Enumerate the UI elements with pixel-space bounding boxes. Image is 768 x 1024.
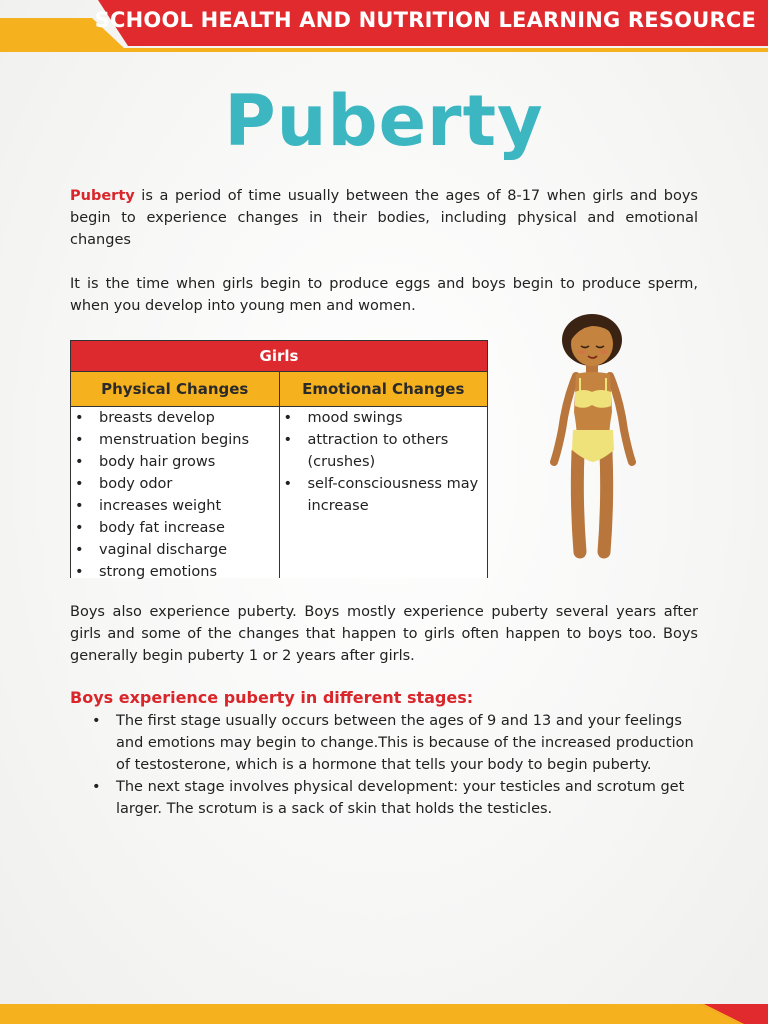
physical-changes-header: Physical Changes	[101, 380, 249, 398]
boys-paragraph: Boys also experience puberty. Boys mostly experience puberty several years after girls and some of the changes that happen to girls often happen to boys too. Boys generally begin puberty 1 or 2 years after girls.	[70, 604, 698, 664]
list-item: • The first stage usually occurs between the ages of 9 and 13 and your feelings and emotions may begin to change.This is because of the increased production of testosterone, which is a hormone that tells your body to begin puberty.	[92, 710, 698, 776]
girls-changes-table	[70, 340, 488, 578]
intro-highlight: Puberty	[70, 188, 135, 204]
boys-stages-list	[92, 710, 698, 820]
footer-banner	[0, 1000, 768, 1024]
list-item: • self-consciousness may increase	[284, 473, 484, 517]
second-paragraph: It is the time when girls begin to produce eggs and boys begin to produce sperm, when you develop into young men and women.	[70, 276, 698, 314]
emotional-changes-header: Emotional Changes	[279, 372, 488, 406]
list-item: • body fat increase	[75, 517, 275, 539]
list-item: • attraction to others (crushes)	[284, 429, 484, 473]
emotional-changes-list	[284, 407, 484, 517]
list-item: • increases weight	[75, 495, 275, 517]
header-title: SCHOOL HEALTH AND NUTRITION LEARNING RESOURCE	[94, 8, 756, 32]
intro-text: is a period of time usually between the ages of 8-17 when girls and boys begin to experience changes in their bodies, including physical and emotional changes	[70, 188, 698, 248]
boys-stages-heading: Boys experience puberty in different stages:	[70, 688, 474, 707]
list-item: • body hair grows	[75, 451, 275, 473]
list-item: • strong emotions	[75, 561, 275, 583]
list-item: • vaginal discharge	[75, 539, 275, 561]
intro-paragraph	[70, 185, 698, 251]
girl-figure-icon	[540, 312, 650, 562]
list-item: • menstruation begins	[75, 429, 275, 451]
physical-changes-list	[75, 407, 275, 583]
list-item: • body odor	[75, 473, 275, 495]
list-item: • The next stage involves physical development: your testicles and scrotum get larger. The scrotum is a sack of skin that holds the testicles.	[92, 776, 698, 820]
table-title: Girls	[71, 341, 487, 372]
page-title: Puberty	[224, 80, 544, 162]
list-item: • mood swings	[284, 407, 484, 429]
list-item: • breasts develop	[75, 407, 275, 429]
